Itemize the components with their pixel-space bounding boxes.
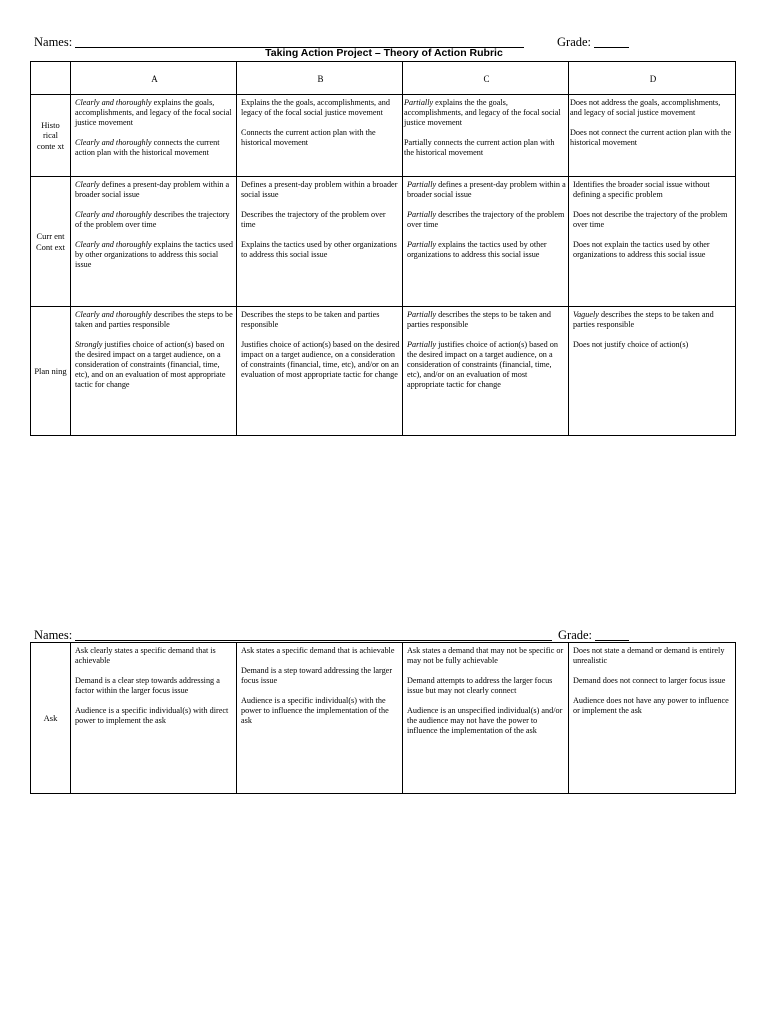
rubric-cell: Ask clearly states a specific demand that is achievable Demand is a clear step towards addressing a factor within the larger focus issue Audience is a specific individual(s) with direct power to implement the ask bbox=[71, 643, 237, 794]
column-header-d: D bbox=[569, 62, 736, 95]
rubric-cell: Clearly and thoroughly explains the goals, accomplishments, and legacy of the focal social justice movement Clearly and thoroughly connects the current action plan with the historical movement bbox=[71, 95, 237, 177]
rubric-cell: Clearly defines a present-day problem within a broader social issue Clearly and thoroughly describes the trajectory of the problem over time Clearly and thoroughly explains the tactics used by other organizations to address this social issue bbox=[71, 177, 237, 307]
row-label: Histo rical conte xt bbox=[31, 95, 71, 177]
rubric-cell: Clearly and thoroughly describes the steps to be taken and parties responsible Strongly justifies choice of action(s) based on the desired impact on a target audience, on a consideration of constraints (financial, time, etc), and on an evaluation of most appropriate tactic for change bbox=[71, 307, 237, 436]
names-label-2: Names: bbox=[34, 628, 73, 642]
table-row-planning bbox=[31, 307, 736, 436]
rubric-cell: Partially defines a present-day problem within a broader social issue Partially describes the trajectory of the problem over time Partially explains the tactics used by other organizations to address this social issue bbox=[403, 177, 569, 307]
row-label: Plan ning bbox=[31, 307, 71, 436]
rubric-cell: Identifies the broader social issue without defining a specific problem Does not describe the trajectory of the problem over time Does not explain the tactics used by other organizations to address this social issue bbox=[569, 177, 736, 307]
rubric-cell: Does not state a demand or demand is entirely unrealistic Demand does not connect to larger focus issue Audience does not have any power to influence or implement the ask bbox=[569, 643, 736, 794]
header-row bbox=[31, 62, 736, 95]
rubric-cell: Does not address the goals, accomplishments, and legacy of social justice movement Does not connect the current action plan with the historical movement bbox=[569, 95, 736, 177]
grade-field-2[interactable] bbox=[595, 640, 629, 641]
row-label: Ask bbox=[31, 643, 71, 794]
names-field-2[interactable] bbox=[75, 640, 552, 641]
table-row-ask bbox=[31, 643, 736, 794]
rubric-cell: Explains the the goals, accomplishments, and legacy of the focal social justice movement Connects the current action plan with the historical movement bbox=[237, 95, 403, 177]
column-header-b: B bbox=[237, 62, 403, 95]
column-header-c: C bbox=[403, 62, 569, 95]
column-header-a: A bbox=[71, 62, 237, 95]
rubric-cell: Describes the steps to be taken and parties responsible Justifies choice of action(s) based on the desired impact on a target audience, on a consideration of constraints (financial, time, etc), and/or on an evaluation of most appropriate tactic for change bbox=[237, 307, 403, 436]
grade-label: Grade: bbox=[557, 35, 592, 49]
rubric-table bbox=[30, 61, 736, 436]
rubric-cell: Defines a present-day problem within a broader social issue Describes the trajectory of the problem over time Explains the tactics used by other organizations to address this social issue bbox=[237, 177, 403, 307]
rubric-cell: Ask states a specific demand that is achievable Demand is a step toward addressing the larger focus issue Audience is a specific individual(s) with the power to influence the implementation of the ask bbox=[237, 643, 403, 794]
rubric-cell: Partially describes the steps to be taken and parties responsible Partially justifies choice of action(s) based on the desired impact on a target audience, on a consideration of constraints (financial, time, etc), and/or on an evaluation of most appropriate tactic for change bbox=[403, 307, 569, 436]
page-title: Taking Action Project – Theory of Action Rubric bbox=[265, 47, 503, 59]
rubric-cell: Ask states a demand that may not be specific or may not be fully achievable Demand attempts to address the larger focus issue but may not clearly connect Audience is an unspecified individual(s) and/or the audience may not have the power to influence the implementation of the ask bbox=[403, 643, 569, 794]
rubric-cell: Vaguely describes the steps to be taken and parties responsible Does not justify choice of action(s) bbox=[569, 307, 736, 436]
corner-cell bbox=[31, 62, 71, 95]
table-row-current-context bbox=[31, 177, 736, 307]
names-label: Names: bbox=[34, 35, 73, 49]
row-label: Curr ent Cont ext bbox=[31, 177, 71, 307]
rubric-table-ask bbox=[30, 642, 736, 794]
grade-label-2: Grade: bbox=[558, 628, 593, 642]
table-row-historical-context bbox=[31, 95, 736, 177]
rubric-cell: Partially explains the the goals, accomplishments, and legacy of the focal social justice movement Partially connects the current action plan with the historical movement bbox=[403, 95, 569, 177]
